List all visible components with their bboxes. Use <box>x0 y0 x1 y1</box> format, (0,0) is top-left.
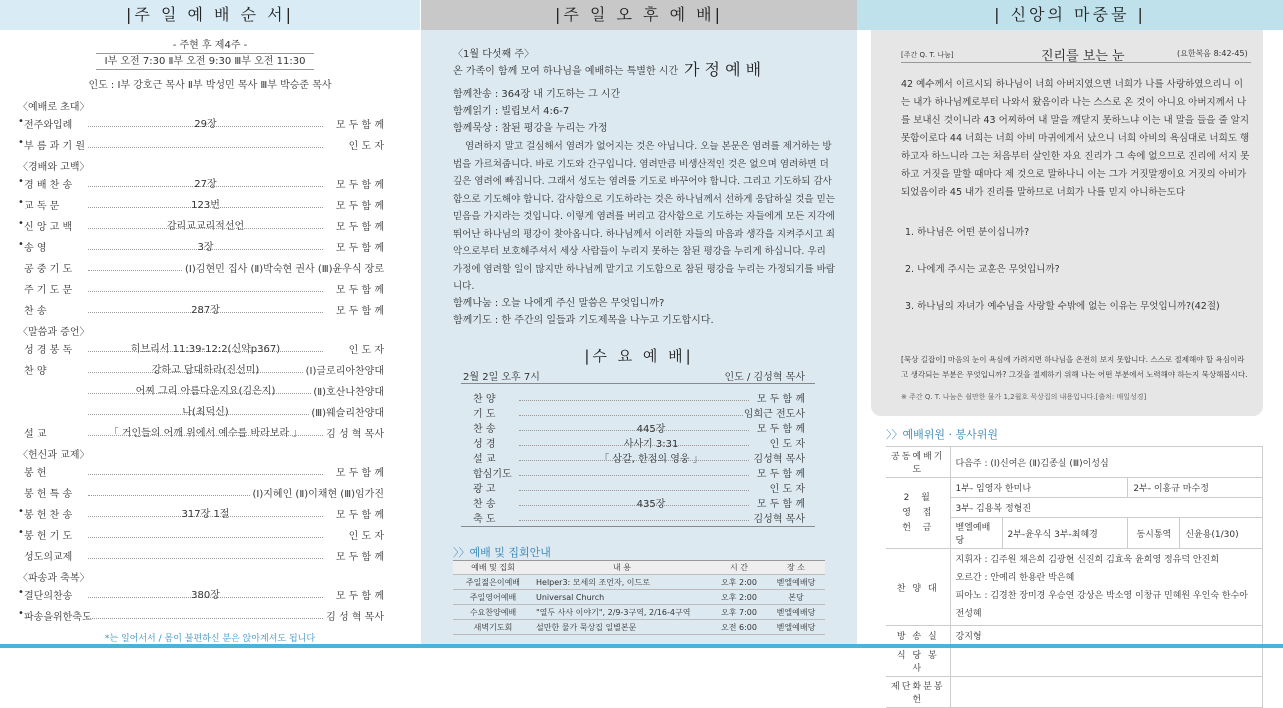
sunday-service-column <box>0 0 420 648</box>
leader-dots <box>88 291 323 292</box>
item-content: 히브리서 11:39-12:2(신약p367) <box>130 344 281 355</box>
divider <box>461 526 815 527</box>
item-person: 김 성 혁 목사 <box>324 608 384 623</box>
staff-key: 식 당 봉 사 <box>886 646 950 677</box>
meditation-line: 고 생각되는 부분은 무엇입니까? 그것을 절제하기 위해 나는 어떤 부분에서 노력해야 하는지 묵상해봅시다. <box>901 370 1248 379</box>
question: 2. 나에게 주시는 교훈은 무엇입니까? <box>905 264 1060 275</box>
sermon-line: 깊은 염려에 빠집니다. 그래서 성도는 염려를 기도로 바꾸어야 합니다. 그리고 기도하되 감사 <box>453 176 832 187</box>
wed-item-name: 찬 송 <box>473 499 496 510</box>
bullet: • <box>18 587 24 598</box>
staff-value <box>950 646 1263 677</box>
staff-value: 2부-윤우식 3부-최혜경 <box>1002 518 1128 549</box>
info-head: 예배 및 집회 <box>453 561 533 575</box>
bottom-bar <box>0 644 1283 648</box>
meditation-line: [묵상 길잡이] 마음의 눈이 욕심에 가려지면 하나님을 온전히 보지 못합니다. 스스로 절제해야 할 욕심이라 <box>901 355 1245 364</box>
item-person: (Ⅱ)호산나찬양대 <box>311 383 384 398</box>
reading-line: 함께읽기 : 빌립보서 4:6-7 <box>453 106 570 117</box>
wed-item-name: 성 경 <box>473 439 496 450</box>
qt-line: 하고 거짓을 말할 때마다 제 것으로 말하나니 이는 그가 거짓말쟁이요 거짓의 아비가 <box>901 169 1247 180</box>
wed-item-content: 사사기 3:31 <box>623 439 679 450</box>
item-name: 봉 헌 특 송 <box>24 489 73 500</box>
wednesday-title: |수 요 예 배| <box>584 347 694 365</box>
sermon-line: 니다. <box>453 281 475 292</box>
wed-item-person: 김성혁 목사 <box>754 450 805 465</box>
qt-line: 는 내가 하나님께로부터 나와서 왔음이라 나는 스스로 온 것이 아니요 아버지께서 나 <box>901 97 1247 108</box>
item-person: (Ⅰ)지혜인 (Ⅱ)이채현 (Ⅲ)임가진 <box>251 485 384 500</box>
section-label: 〈파송과 축복〉 <box>18 573 90 584</box>
qt-column-title: | 신앙의 마중물 | <box>857 0 1283 30</box>
info-cell: Helper3: 모세의 조언자, 이드로 <box>533 575 711 590</box>
info-cell: 오후 7:00 <box>711 605 767 620</box>
staff-value: 1부- 임영자 한미나 <box>950 478 1128 498</box>
item-content: 3장 <box>197 242 214 253</box>
qt-tag: [주간 Q. T. 나눔] <box>901 51 954 59</box>
leader-dots <box>519 490 749 491</box>
item-name: 성 경 봉 독 <box>24 345 73 356</box>
item-name: 성도의교제 <box>24 552 73 563</box>
info-head: 내 용 <box>533 561 711 575</box>
wed-item-name: 찬 양 <box>473 394 496 405</box>
bullet: • <box>18 137 24 148</box>
item-person: 모 두 함 께 <box>334 281 384 296</box>
info-cell: 벧엘예배당 <box>767 575 825 590</box>
meditation-line: 함께묵상 : 참된 평강을 누리는 가정 <box>453 123 608 134</box>
leader-dots <box>88 558 323 559</box>
staff-value <box>950 677 1263 708</box>
qt-ref: (요한복음 8:42-45) <box>1177 49 1248 58</box>
item-person: 모 두 함 께 <box>334 302 384 317</box>
section-label: 〈말씀과 증언〉 <box>18 327 90 338</box>
staff-value: 3부- 김용복 정형진 <box>950 498 1263 518</box>
sermon-line: 믿음을 가지라는 것입니다. 이렇게 염려를 버리고 감사함으로 기도하는 자들에게 모든 지각에 <box>453 211 835 222</box>
wed-item-content: 「 삼갈, 한점의 영웅 」 <box>599 454 703 465</box>
leader-dots <box>519 520 749 521</box>
item-person: 인 도 자 <box>347 341 384 356</box>
section-label: 〈경배와 고백〉 <box>18 162 90 173</box>
item-name: 설 교 <box>24 429 47 440</box>
item-person: 모 두 함 께 <box>334 197 384 212</box>
info-head: 장 소 <box>767 561 825 575</box>
qt-box <box>871 30 1263 416</box>
sermon-line: 법을 가르쳐줍니다. 바로 기도와 간구입니다. 염려만큼 비생산적인 것은 없으며 염려하면 더 <box>453 158 829 170</box>
footnote: *는 일어서서 / 몸이 불편하신 분은 앉아계셔도 됩니다 <box>104 634 316 644</box>
item-content: 어찌 그리 아름다운지요(김은지) <box>135 386 276 397</box>
item-content: 강하고 담대하라(진선미) <box>151 365 260 376</box>
divider <box>901 62 1251 63</box>
qt-title: 진리를 보는 눈 <box>1041 49 1125 64</box>
staff-key: 방 송 실 <box>886 626 950 646</box>
sermon-line: 가정에 염려할 일이 많지만 하나님께 맡기고 기도함으로 참된 평강을 누리는 가정되기를 바랍 <box>453 263 835 275</box>
bullet: • <box>18 218 24 229</box>
item-person: (Ⅲ)웨슬리찬양대 <box>309 404 384 419</box>
item-content: 「 거인들의 어깨 위에서 예수를 바라보라 」 <box>108 428 303 439</box>
qt-line: 하고자 하느니라 그는 처음부터 살인한 자요 진리가 그 속에 없으므로 진리에 서지 못 <box>901 151 1250 162</box>
info-cell: 수요찬양예배 <box>453 605 533 620</box>
item-name: 전주와입례 <box>24 120 73 131</box>
sermon-line: 염려하지 말고 걸심해서 염려가 없어지는 것은 아닙니다. 오늘 본문은 염려를 제거하는 방 <box>465 141 832 152</box>
choir-list: 지휘자 : 김주원 채은희 김광현 신진희 김효욱 윤희영 정유덕 안진희 오르간 : 안예리 한용란 박은혜 피아노 : 김경찬 장미경 우승연 강상은 박소영 이창규 민혜원 우인숙 한수아 전성혜 <box>950 549 1263 626</box>
item-name: 찬 양 <box>24 366 47 377</box>
item-content: 나(최덕신) <box>182 407 229 418</box>
wed-item-content: 435장 <box>636 499 666 510</box>
staff-key: 제단화분봉헌 <box>886 677 950 708</box>
leader-dots <box>519 475 749 476</box>
staff-key: 찬 양 대 <box>886 549 950 626</box>
leader-dots <box>88 618 323 619</box>
wed-item-person: 인 도 자 <box>770 480 805 495</box>
wed-item-name: 합심기도 <box>473 469 512 480</box>
item-content: 380장 <box>191 590 220 601</box>
info-cell: "열두 사사 이야기", 2/9-3구역, 2/16-4구역 <box>533 605 711 620</box>
item-person: (Ⅰ)글로리아찬양대 <box>304 362 384 377</box>
item-person: 모 두 함 께 <box>334 116 384 131</box>
qt-line: 못함이로다 44 너희는 너희 아비 마귀에게서 났으니 너희 아비의 욕심대로 너희도 행 <box>901 133 1250 144</box>
info-cell: 설만한 물가 묵상집 일별본문 <box>533 620 711 635</box>
wed-item-name: 기 도 <box>473 409 496 420</box>
item-name: 봉 헌 찬 송 <box>24 510 73 521</box>
item-name: 부 름 과 기 원 <box>24 141 86 152</box>
wed-item-person: 모 두 함 께 <box>757 495 805 510</box>
info-cell: 주일젊은이예배 <box>453 575 533 590</box>
bullet: • <box>18 116 24 127</box>
sermon-line: 함으로 기도해야 합니다. 감사함으로 기도하라는 것은 하나님께서 선하게 응답하실 것을 믿는 <box>453 193 835 205</box>
sermon-line: 뛰어난 하나님의 평강이 찾아옵니다. 하나님께서 이러한 자들의 마음과 생각을 지켜주시고 죄 <box>453 228 835 240</box>
item-name: 파송을위한축도 <box>24 612 92 623</box>
info-cell: 새벽기도회 <box>453 620 533 635</box>
bullet: • <box>18 506 24 517</box>
wed-item-person: 모 두 함 께 <box>757 465 805 480</box>
wed-item-name: 설 교 <box>473 454 496 465</box>
info-cell: 벧엘예배당 <box>767 620 825 635</box>
item-name: 찬 송 <box>24 306 47 317</box>
item-name: 공 중 기 도 <box>24 264 73 275</box>
info-table <box>453 560 825 635</box>
staff-key: 공동예배기도 <box>886 447 950 478</box>
divider <box>461 383 815 384</box>
wednesday-leader: 인도 / 김성혁 목사 <box>724 372 805 383</box>
wed-item-person: 모 두 함 께 <box>757 390 805 405</box>
item-name: 송 영 <box>24 243 47 254</box>
question: 1. 하나님은 어떤 분이십니까? <box>905 227 1030 238</box>
qt-source-note: ※ 주간 Q. T. 나눔은 쉴만한 물가 1,2월호 묵상집의 내용입니다.[출처: 매일성경] <box>901 393 1147 401</box>
info-cell: 본당 <box>767 590 825 605</box>
item-content: 29장 <box>194 119 217 130</box>
leader-dots <box>88 147 323 148</box>
wed-item-name: 축 도 <box>473 514 496 525</box>
item-content: 287장 <box>191 305 220 316</box>
staff-title: 〉〉예배위원 · 봉사위원 <box>886 428 998 441</box>
afternoon-service-title: |주 일 오 후 예 배| <box>421 0 857 30</box>
section-label: 〈예배로 초대〉 <box>18 102 90 113</box>
share-line: 함께나눔 : 오늘 나에게 주신 말씀은 무엇입니까? <box>453 298 665 309</box>
sunday-service-title: |주 일 예 배 순 서| <box>0 0 420 30</box>
hymn-line: 함께찬송 : 364장 내 기도하는 그 시간 <box>453 89 621 100</box>
info-cell: 오후 2:00 <box>711 575 767 590</box>
wed-item-person: 김성혁 목사 <box>754 510 805 525</box>
staff-value: 벧엘예배당 <box>950 518 1002 549</box>
staff-key: 2 월 영 접 헌 금 <box>886 478 950 549</box>
family-worship-heading: 가 정 예 배 <box>684 60 762 79</box>
qt-line: 42 예수께서 이르시되 하나님이 너희 아버지였으면 너희가 나를 사랑하였으리니 이 <box>901 79 1244 90</box>
staff-table <box>886 446 1263 708</box>
leader-dots <box>88 474 323 475</box>
item-name: 교 독 문 <box>24 201 60 212</box>
item-person: 모 두 함 께 <box>334 548 384 563</box>
item-name: 봉 헌 기 도 <box>24 531 73 542</box>
info-cell: 벧엘예배당 <box>767 605 825 620</box>
staff-value: 다음주 : (Ⅰ)신여은 (Ⅱ)김종실 (Ⅲ)이성심 <box>950 447 1263 478</box>
wed-item-name: 찬 송 <box>473 424 496 435</box>
item-person: 모 두 함 께 <box>334 587 384 602</box>
subtitle: - 주현 후 제4주 - <box>172 40 248 51</box>
bullet: • <box>18 176 24 187</box>
item-name: 주 기 도 문 <box>24 285 73 296</box>
bullet: • <box>18 239 24 250</box>
item-person: 김 성 혁 목사 <box>324 425 384 440</box>
info-cell: 주일영어예배 <box>453 590 533 605</box>
item-name: 신 앙 고 백 <box>24 222 73 233</box>
staff-value: 강지형 <box>950 626 1263 646</box>
afternoon-service-column <box>421 0 857 648</box>
week-label: 〈1월 다섯째 주〉 <box>453 49 535 60</box>
item-content: 317장 1절 <box>181 509 230 520</box>
wed-item-person: 임희근 전도사 <box>744 405 805 420</box>
question: 3. 하나님의 자녀가 예수님을 사랑할 수밖에 없는 이유는 무엇입니까?(42절) <box>905 301 1220 312</box>
item-person: 모 두 함 께 <box>334 239 384 254</box>
item-person: (Ⅰ)김현민 집사 (Ⅱ)박숙현 권사 (Ⅲ)윤우식 장로 <box>183 260 384 275</box>
sermon-line: 악으로부터 보호해주셔서 세상 사람들이 누리지 못하는 참된 평강을 누리게 하십니다. 우리 <box>453 246 826 257</box>
item-name: 경 배 찬 송 <box>24 180 73 191</box>
item-person: 모 두 함 께 <box>334 176 384 191</box>
bullet: • <box>18 197 24 208</box>
item-person: 모 두 함 께 <box>334 218 384 233</box>
intro-text: 온 가족이 함께 모여 하나님을 예배하는 특별한 시간 <box>453 66 679 77</box>
item-person: 인 도 자 <box>347 527 384 542</box>
staff-value: 2부- 이홍규 마수정 <box>1128 478 1263 498</box>
leaders: 인도 : Ⅰ부 강호근 목사 Ⅱ부 박성민 목사 Ⅲ부 박승준 목사 <box>88 80 332 91</box>
item-content: 123번 <box>191 200 220 211</box>
item-content: 27장 <box>194 179 217 190</box>
leader-dots <box>519 400 749 401</box>
staff-value: 신윤용(1/30) <box>1180 518 1263 549</box>
pray-line: 함께기도 : 한 주간의 일들과 기도제목을 나누고 기도합시다. <box>453 315 714 326</box>
info-cell: 오후 2:00 <box>711 590 767 605</box>
leader-dots <box>88 537 323 538</box>
qt-line: 를 보내신 것이니라 43 어찌하여 내 말을 깨닫지 못하느냐 이는 내 말을 들을 줄 알지 <box>901 115 1250 126</box>
wed-item-person: 인 도 자 <box>770 435 805 450</box>
bullet: • <box>18 608 24 619</box>
info-cell: Universal Church <box>533 590 711 605</box>
item-person: 모 두 함 께 <box>334 506 384 521</box>
item-content: 감리교교리적선언 <box>166 221 245 232</box>
section-label: 〈헌신과 교제〉 <box>18 450 90 461</box>
info-title: 〉〉예배 및 집회안내 <box>453 546 551 559</box>
wed-item-content: 445장 <box>636 424 666 435</box>
item-person: 모 두 함 께 <box>334 464 384 479</box>
item-name: 결단의찬송 <box>24 591 73 602</box>
item-person: 인 도 자 <box>347 137 384 152</box>
bullet: • <box>18 527 24 538</box>
item-name: 봉 헌 <box>24 468 47 479</box>
info-cell: 오전 6:00 <box>711 620 767 635</box>
staff-value: 동시통역 <box>1128 518 1180 549</box>
service-times: Ⅰ부 오전 7:30 Ⅱ부 오전 9:30 Ⅲ부 오전 11:30 <box>96 53 314 70</box>
wednesday-date: 2월 2일 오후 7시 <box>463 372 540 383</box>
qt-line: 되었음이라 45 내가 진리를 말하므로 너희가 나를 믿지 아니하는도다 <box>901 187 1186 198</box>
leader-dots <box>519 415 749 416</box>
wed-item-name: 광 고 <box>473 484 496 495</box>
info-head: 시 간 <box>711 561 767 575</box>
wed-item-person: 모 두 함 께 <box>757 420 805 435</box>
